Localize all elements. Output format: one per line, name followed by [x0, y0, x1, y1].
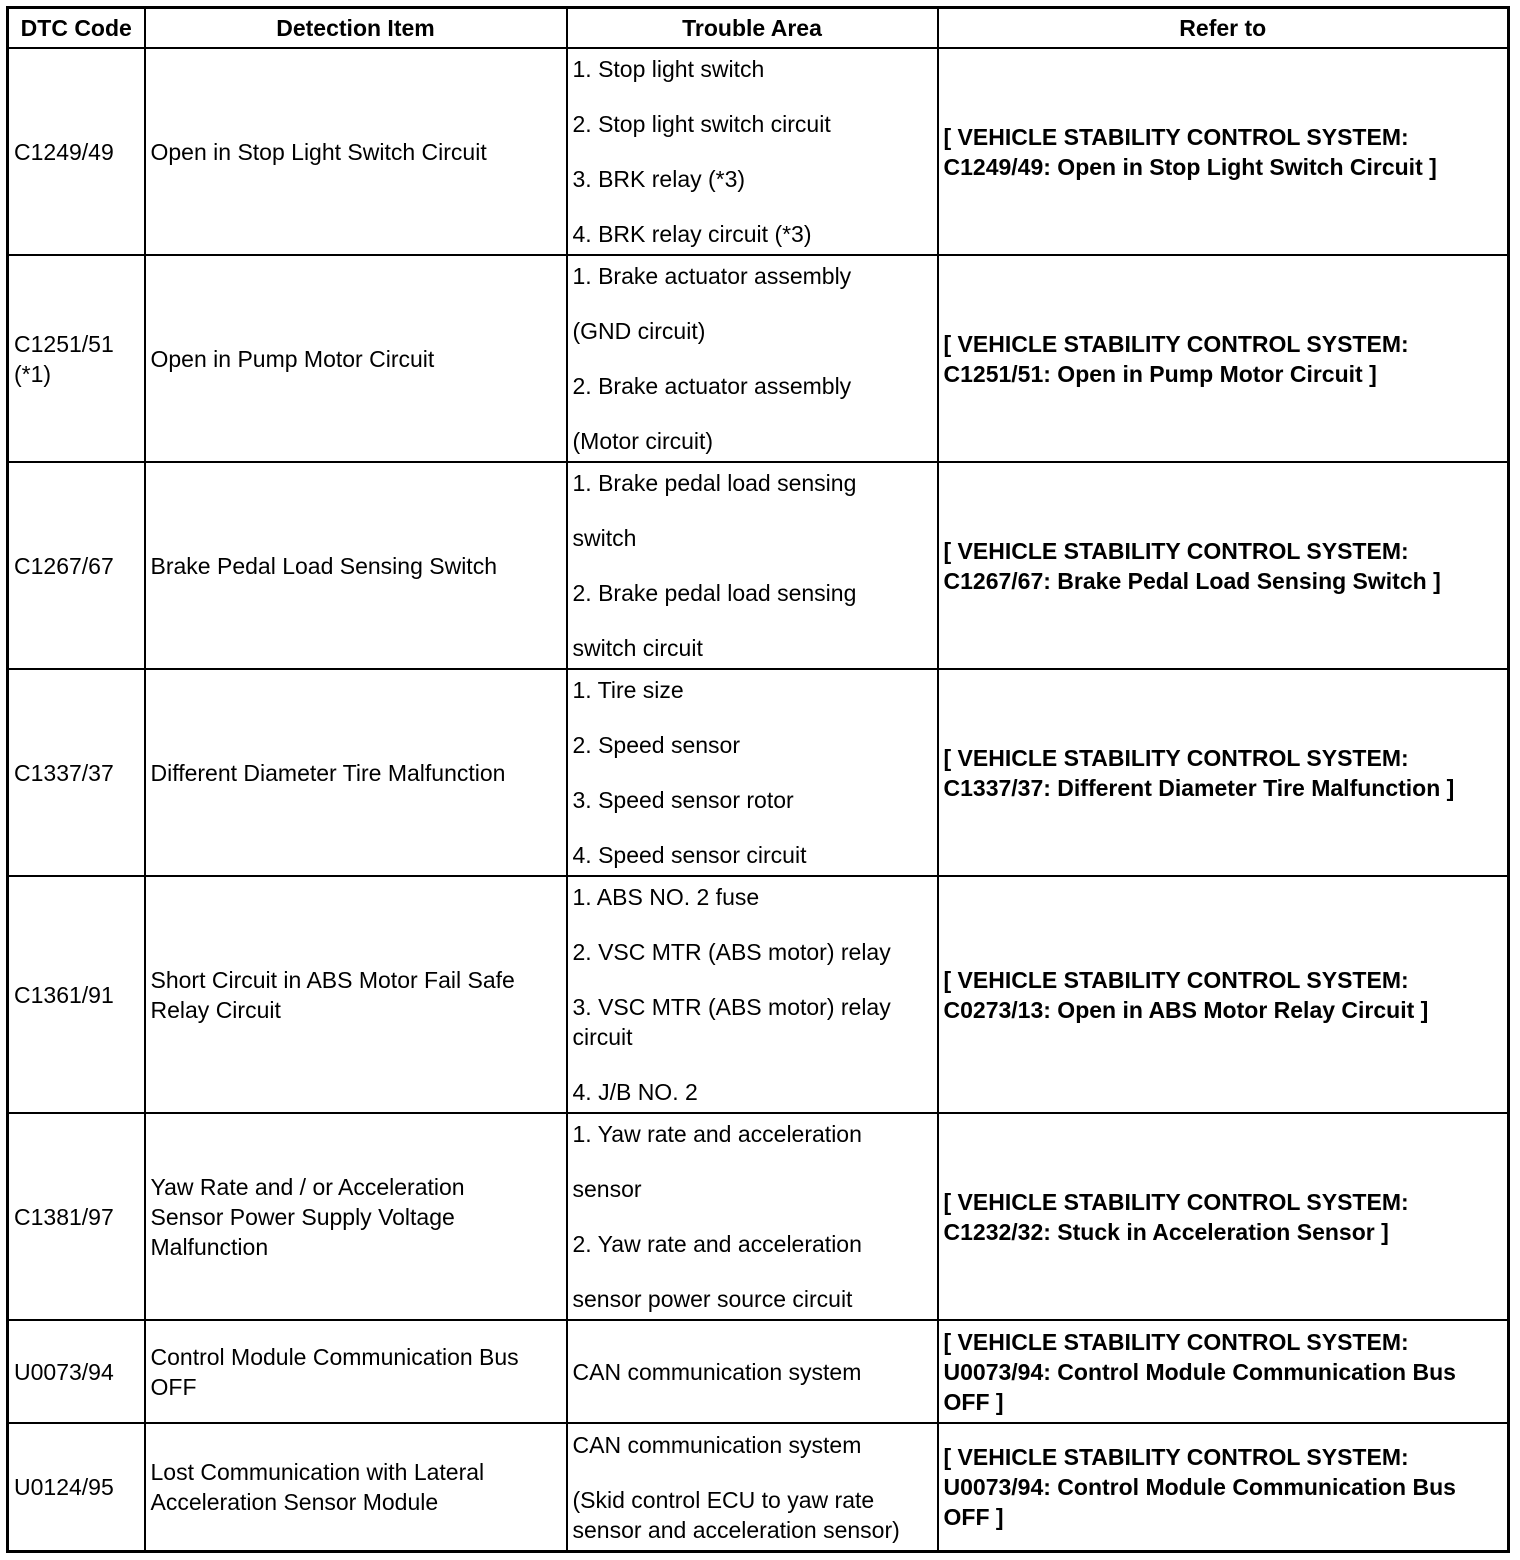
- header-refer-to: Refer to: [938, 8, 1509, 49]
- detection-item-cell: [145, 876, 567, 1113]
- trouble-area-cell: [567, 1320, 938, 1423]
- header-row: [8, 8, 1509, 49]
- code-line: U0073/94: [14, 1358, 114, 1385]
- detection-item-cell: [145, 48, 567, 255]
- dtc-code-cell: [8, 48, 145, 255]
- table-row: [8, 255, 1509, 462]
- item-line: Open in Pump Motor Circuit: [150, 345, 435, 372]
- trouble-area-item: 1. Tire size: [572, 677, 684, 704]
- refer-to-link[interactable]: [938, 255, 1509, 462]
- refer-line: OFF ]: [943, 1504, 1004, 1531]
- trouble-area-item: [573, 992, 933, 1052]
- refer-line: [ VEHICLE STABILITY CONTROL SYSTEM:: [943, 1188, 1409, 1215]
- trouble-area-item: 2. Speed sensor: [572, 732, 741, 759]
- trouble-area-cell: [567, 1113, 938, 1320]
- trouble-area-cell: [567, 462, 938, 669]
- refer-line: [ VEHICLE STABILITY CONTROL SYSTEM:: [943, 1444, 1409, 1471]
- refer-line: [ VEHICLE STABILITY CONTROL SYSTEM:: [943, 330, 1409, 357]
- trouble-area-item: switch circuit: [572, 635, 703, 662]
- dtc-code-cell: [8, 255, 145, 462]
- item-line: Malfunction: [150, 1233, 269, 1260]
- trouble-area-item: 1. Brake actuator assembly: [572, 263, 852, 290]
- trouble-area-item: 1. Brake pedal load sensing: [572, 470, 857, 497]
- trouble-area-cell: [567, 669, 938, 876]
- trouble-area-item: 2. VSC MTR (ABS motor) relay: [572, 939, 891, 966]
- code-line: C1249/49: [14, 138, 114, 165]
- refer-to-link[interactable]: [938, 462, 1509, 669]
- refer-to-link[interactable]: [938, 1320, 1509, 1423]
- trouble-area-item: CAN communication system: [572, 1431, 862, 1458]
- trouble-area-item: 4. BRK relay circuit (*3): [572, 221, 812, 248]
- trouble-area-cell: [567, 48, 938, 255]
- trouble-area-item: [573, 1485, 933, 1545]
- refer-line: [ VEHICLE STABILITY CONTROL SYSTEM:: [943, 744, 1409, 771]
- refer-line: [ VEHICLE STABILITY CONTROL SYSTEM:: [943, 123, 1409, 150]
- header-trouble-area: Trouble Area: [567, 8, 938, 49]
- dtc-table: [6, 6, 1510, 1553]
- refer-line: C1249/49: Open in Stop Light Switch Circuit ]: [943, 153, 1437, 180]
- refer-to-link[interactable]: [938, 48, 1509, 255]
- dtc-code-cell: [8, 1113, 145, 1320]
- table-row: [8, 1423, 1509, 1551]
- refer-line: OFF ]: [943, 1388, 1004, 1415]
- table-body: [8, 48, 1509, 1552]
- refer-line: U0073/94: Control Module Communication Bus: [943, 1474, 1456, 1501]
- detection-item-cell: [145, 255, 567, 462]
- header-detection-item: Detection Item: [145, 8, 567, 49]
- trouble-area-item: switch: [572, 525, 637, 552]
- refer-line: C1337/37: Different Diameter Tire Malfunction ]: [943, 774, 1455, 801]
- dtc-code-cell: [8, 876, 145, 1113]
- code-line: U0124/95: [14, 1474, 114, 1501]
- trouble-area-item: CAN communication system: [572, 1358, 862, 1385]
- trouble-area-cell: [567, 876, 938, 1113]
- refer-line: C1251/51: Open in Pump Motor Circuit ]: [943, 360, 1377, 387]
- detection-item-cell: [145, 1423, 567, 1551]
- table-row: [8, 48, 1509, 255]
- refer-to-link[interactable]: [938, 669, 1509, 876]
- trouble-area-item: 1. Stop light switch: [572, 56, 765, 83]
- trouble-area-item: 2. Stop light switch circuit: [572, 111, 831, 138]
- refer-to-link[interactable]: [938, 1113, 1509, 1320]
- detection-item-cell: [145, 1320, 567, 1423]
- trouble-area-cell: [567, 1423, 938, 1551]
- code-line: C1251/51: [14, 330, 114, 357]
- trouble-area-item: 1. ABS NO. 2 fuse: [572, 884, 760, 911]
- trouble-area-line: sensor and acceleration sensor): [572, 1516, 900, 1543]
- item-line: Acceleration Sensor Module: [150, 1489, 439, 1516]
- detection-item-cell: [145, 1113, 567, 1320]
- item-line: Sensor Power Supply Voltage: [150, 1203, 455, 1230]
- dtc-code-cell: [8, 462, 145, 669]
- table-row: [8, 1320, 1509, 1423]
- code-line: (*1): [14, 360, 52, 387]
- trouble-area-item: (Motor circuit): [572, 428, 714, 455]
- detection-item-cell: [145, 462, 567, 669]
- refer-line: C1232/32: Stuck in Acceleration Sensor ]: [943, 1218, 1389, 1245]
- trouble-area-item: 1. Yaw rate and acceleration: [572, 1121, 862, 1148]
- refer-to-link[interactable]: [938, 1423, 1509, 1551]
- item-line: Relay Circuit: [150, 996, 281, 1023]
- item-line: Different Diameter Tire Malfunction: [150, 759, 506, 786]
- item-line: Short Circuit in ABS Motor Fail Safe: [150, 966, 515, 993]
- trouble-area-item: sensor power source circuit: [572, 1286, 853, 1313]
- item-line: Control Module Communication Bus: [150, 1343, 519, 1370]
- refer-line: [ VEHICLE STABILITY CONTROL SYSTEM:: [943, 1328, 1409, 1355]
- table-row: [8, 876, 1509, 1113]
- refer-to-link[interactable]: [938, 876, 1509, 1113]
- trouble-area-line: (Skid control ECU to yaw rate: [572, 1486, 875, 1513]
- refer-line: [ VEHICLE STABILITY CONTROL SYSTEM:: [943, 537, 1409, 564]
- item-line: Yaw Rate and / or Acceleration: [150, 1173, 465, 1200]
- code-line: C1361/91: [14, 981, 114, 1008]
- detection-item-cell: [145, 669, 567, 876]
- table-row: [8, 1113, 1509, 1320]
- item-line: Brake Pedal Load Sensing Switch: [150, 552, 497, 579]
- table-row: [8, 462, 1509, 669]
- trouble-area-item: 3. Speed sensor rotor: [572, 787, 794, 814]
- dtc-code-cell: [8, 1423, 145, 1551]
- item-line: Open in Stop Light Switch Circuit: [150, 138, 487, 165]
- code-line: C1381/97: [14, 1203, 114, 1230]
- header-dtc-code: DTC Code: [8, 8, 145, 49]
- trouble-area-line: circuit: [572, 1024, 633, 1051]
- trouble-area-item: (GND circuit): [572, 318, 706, 345]
- refer-line: U0073/94: Control Module Communication Bus: [943, 1358, 1456, 1385]
- trouble-area-item: 3. BRK relay (*3): [572, 166, 746, 193]
- refer-line: C1267/67: Brake Pedal Load Sensing Switch ]: [943, 567, 1441, 594]
- code-line: C1337/37: [14, 759, 114, 786]
- trouble-area-item: 2. Yaw rate and acceleration: [572, 1231, 862, 1258]
- trouble-area-cell: [567, 255, 938, 462]
- refer-line: [ VEHICLE STABILITY CONTROL SYSTEM:: [943, 966, 1409, 993]
- item-line: Lost Communication with Lateral: [150, 1459, 485, 1486]
- table-row: [8, 669, 1509, 876]
- trouble-area-item: sensor: [572, 1176, 642, 1203]
- trouble-area-item: 2. Brake pedal load sensing: [572, 580, 857, 607]
- trouble-area-item: 2. Brake actuator assembly: [572, 373, 852, 400]
- dtc-code-cell: [8, 1320, 145, 1423]
- code-line: C1267/67: [14, 552, 114, 579]
- dtc-code-cell: [8, 669, 145, 876]
- trouble-area-item: 4. J/B NO. 2: [572, 1079, 698, 1106]
- item-line: OFF: [150, 1373, 197, 1400]
- trouble-area-line: 3. VSC MTR (ABS motor) relay: [572, 994, 891, 1021]
- trouble-area-item: 4. Speed sensor circuit: [572, 842, 807, 869]
- refer-line: C0273/13: Open in ABS Motor Relay Circuit ]: [943, 996, 1429, 1023]
